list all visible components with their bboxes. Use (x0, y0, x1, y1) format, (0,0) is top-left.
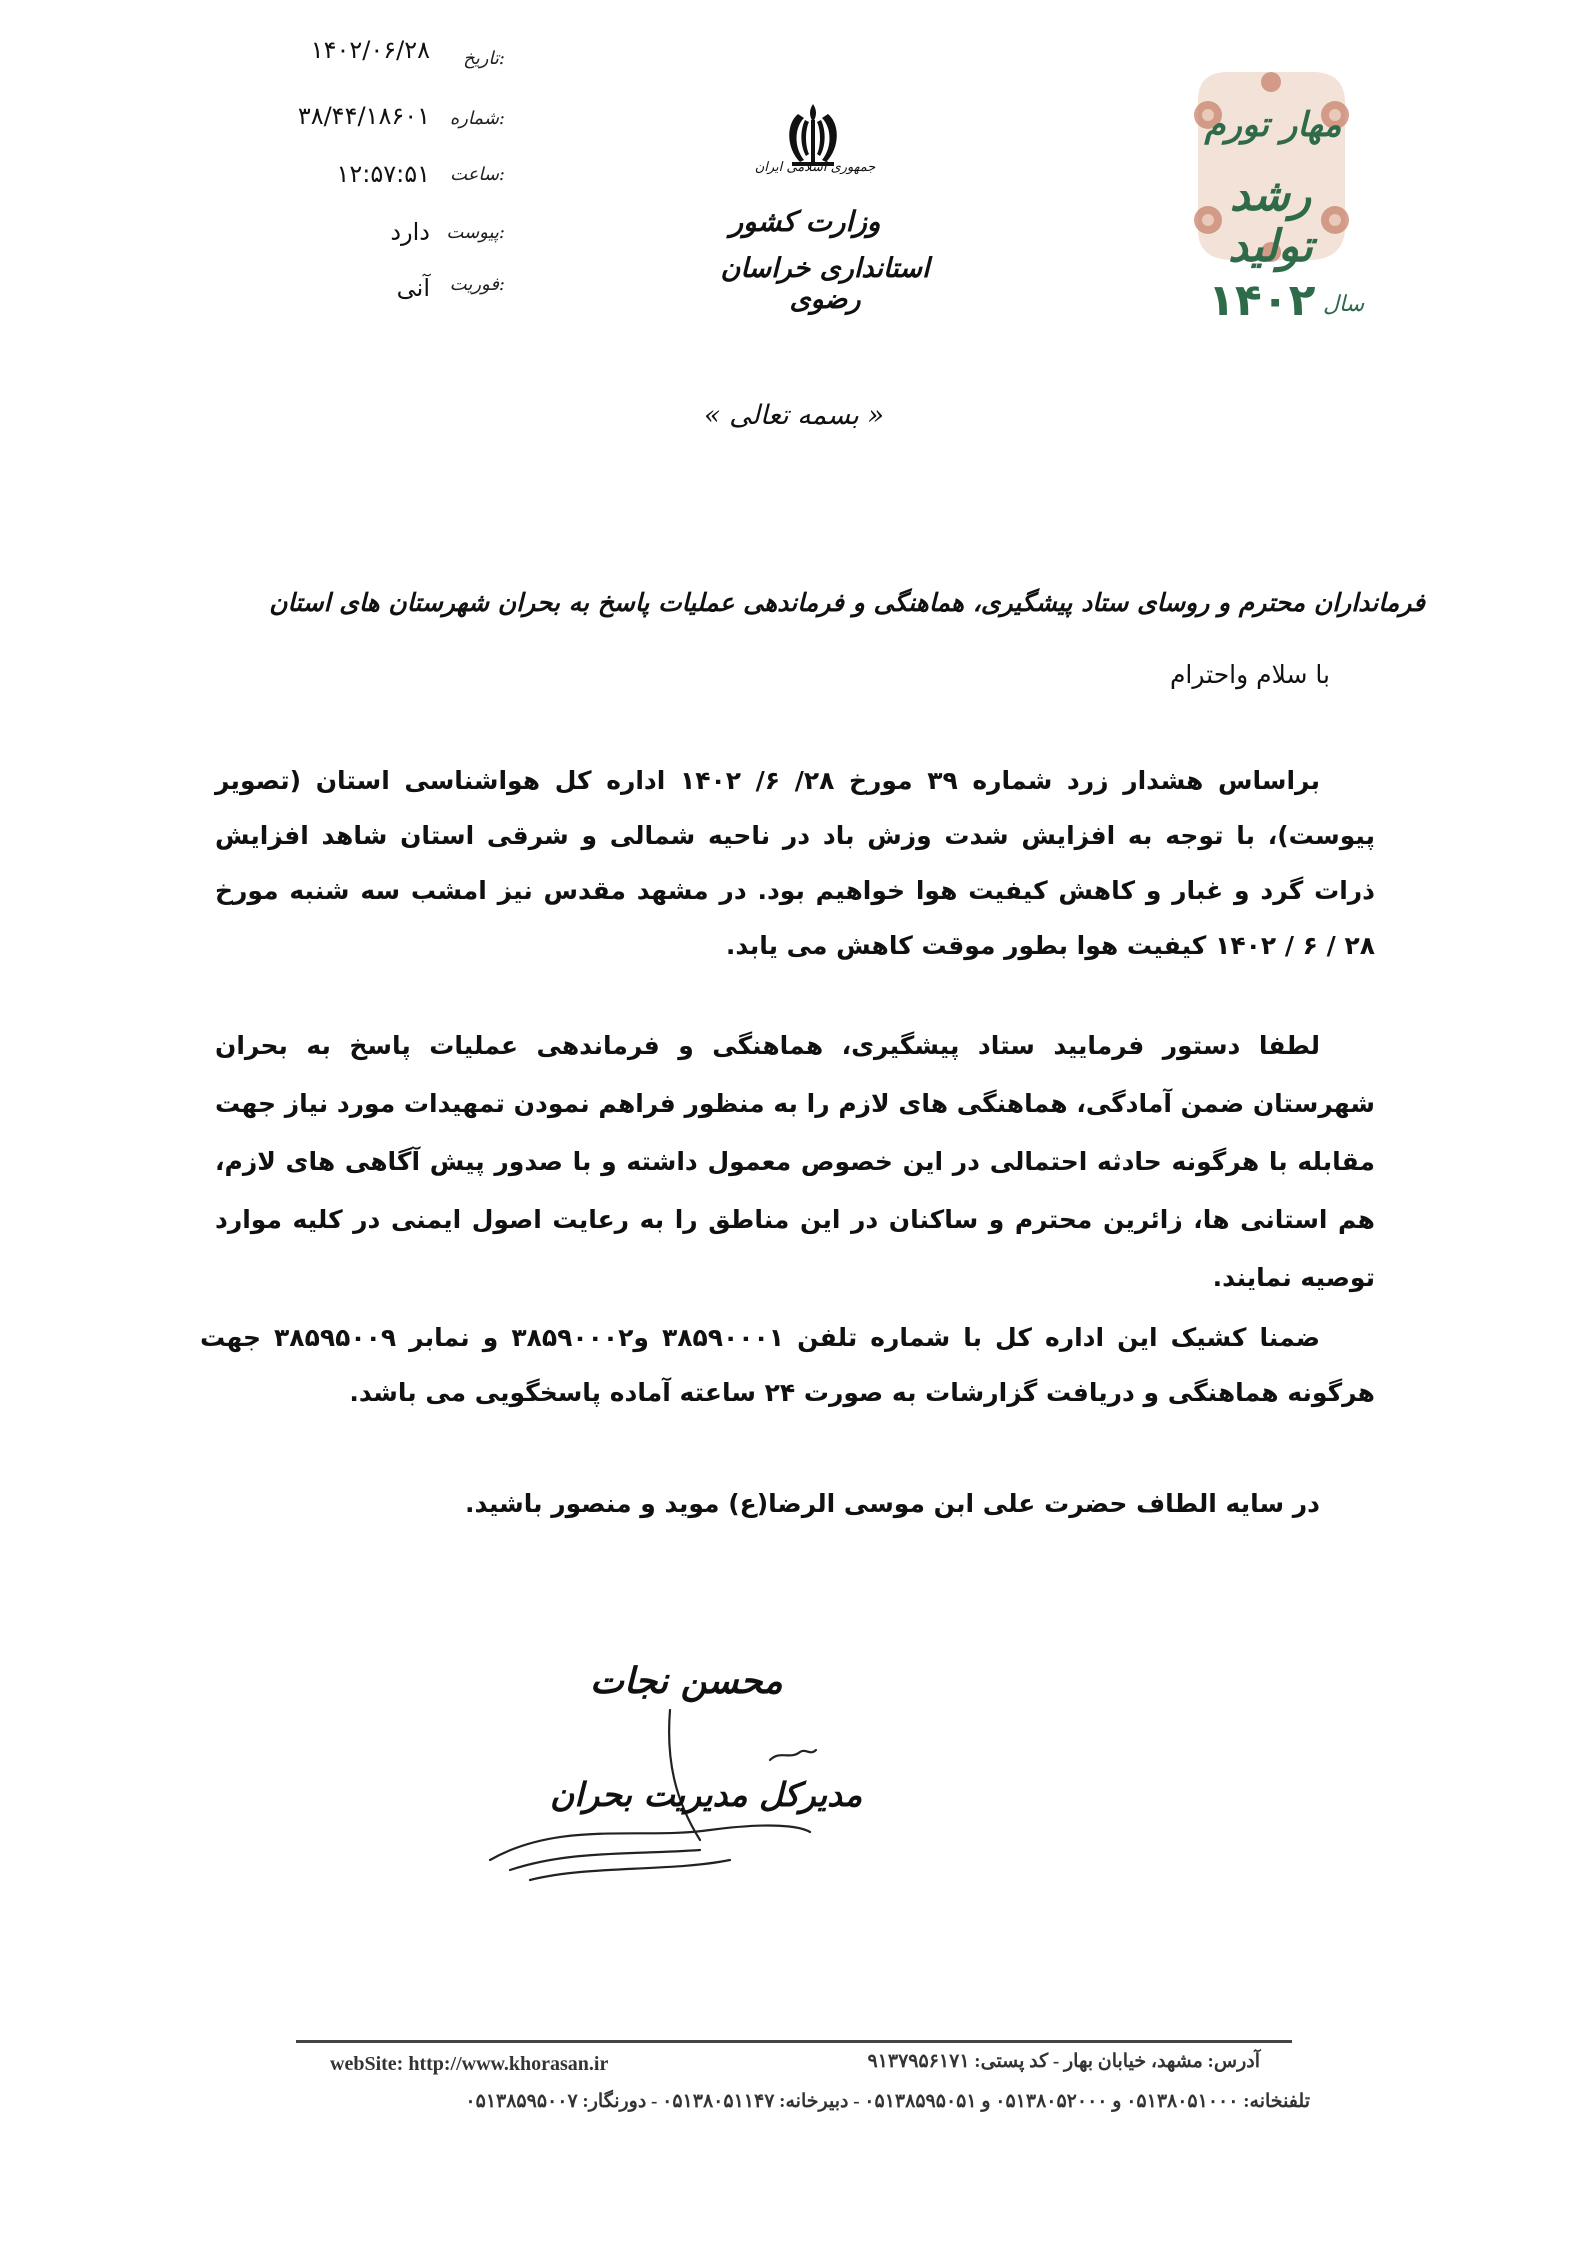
date-label: تاریخ: (463, 48, 505, 69)
slogan-line2: رشد تولید (1228, 170, 1313, 272)
slogan-year-label: سال (1323, 292, 1365, 317)
time-label: ساعت: (449, 164, 505, 185)
slogan-year: ۱۴۰۲ (1208, 275, 1316, 326)
letter-meta (210, 30, 510, 310)
footer-phones: تلفنخانه: ۰۵۱۳۸۰۵۱۰۰۰ و ۰۵۱۳۸۰۵۲۰۰۰ و ۰۵۱۳۸۵۹۵۰۵۱ - دبیرخانه: ۰۵۱۳۸۰۵۱۱۴۷ - دورنگار: ۰۵۱۳۸۵۹۵۰۰۷ (465, 2091, 1310, 2112)
number-value: ۳۸/۴۴/۱۸۶۰۱ (297, 102, 430, 130)
footer-divider (296, 2040, 1292, 2043)
addressee: فرمانداران محترم و روسای ستاد پیشگیری، هماهنگی و فرماندهی عملیات پاسخ به بحران شهرستان های استان (269, 588, 1425, 617)
governorate-label: استانداری خراسان رضوی (720, 253, 930, 315)
attachment-value: دارد (390, 218, 430, 246)
paragraph-2: لطفا دستور فرمایید ستاد پیشگیری، هماهنگی و فرماندهی عملیات پاسخ به بحران شهرستان ضمن آمادگی، هماهنگی های لازم را به منظور فراهم نمودن تمهیدات مورد نیاز جهت مقابله با هرگونه حادثه احتمالی در این خصوص معمول داشته و با صدور پیش آگاهی های لازم، هم استانی ها، زائرین محترم و ساکنان در این مناطق را به رعایت اصول ایمنی در کلیه موارد توصیه نمایند. (215, 1031, 1375, 1292)
urgency-label: فوریت: (449, 274, 505, 295)
paragraph-3: ضمنا کشیک این اداره کل با شماره تلفن ۳۸۵۹۰۰۰۱ و۳۸۵۹۰۰۰۲ و نمابر ۳۸۵۹۵۰۰۹ جهت هرگونه هماهنگی و دریافت گزارشات به صورت ۲۴ ساعته آماده پاسخگویی می باشد. (200, 1323, 1375, 1407)
signatory-name: محسن نجات (590, 1660, 783, 1702)
invocation: « بسمه تعالی » (704, 400, 884, 431)
signatory-title: مدیرکل مدیریت بحران (550, 1775, 863, 1814)
time-value: ۱۲:۵۷:۵۱ (336, 160, 430, 188)
republic-label: جمهوری اسلامی ایران (754, 160, 876, 175)
number-label: شماره: (449, 108, 505, 129)
date-value: ۱۴۰۲/۰۶/۲۸ (310, 36, 430, 64)
paragraph-4: در سایه الطاف حضرت علی ابن موسی الرضا(ع) موید و منصور باشید. (465, 1489, 1320, 1518)
slogan-logo (1163, 60, 1378, 326)
slogan-line1: مهار تورم (1204, 105, 1342, 145)
footer-website[interactable]: webSite: http://www.khorasan.ir (330, 2053, 609, 2075)
footer-address: آدرس: مشهد، خیابان بهار - کد پستی: ۹۱۳۷۹۵۶۱۷۱ (867, 2051, 1260, 2072)
urgency-value: آنی (396, 274, 430, 302)
attachment-label: پیوست: (446, 222, 505, 243)
paragraph-1: براساس هشدار زرد شماره ۳۹ مورخ ۲۸/ ۶/ ۱۴۰۲ اداره کل هواشناسی استان (تصویر پیوست)، با توجه به افزایش شدت وزش باد در ناحیه شمالی و شرقی استان شاهد افزایش ذرات گرد و غبار و کاهش کیفیت هوا خواهیم بود. در مشهد مقدس نیز امشب سه شنبه مورخ ۲۸ / ۶ / ۱۴۰۲ کیفیت هوا بطور موقت کاهش می یابد. (215, 766, 1375, 960)
ministry-label: وزارت کشور (729, 205, 881, 238)
greeting: با سلام واحترام (1169, 660, 1330, 689)
